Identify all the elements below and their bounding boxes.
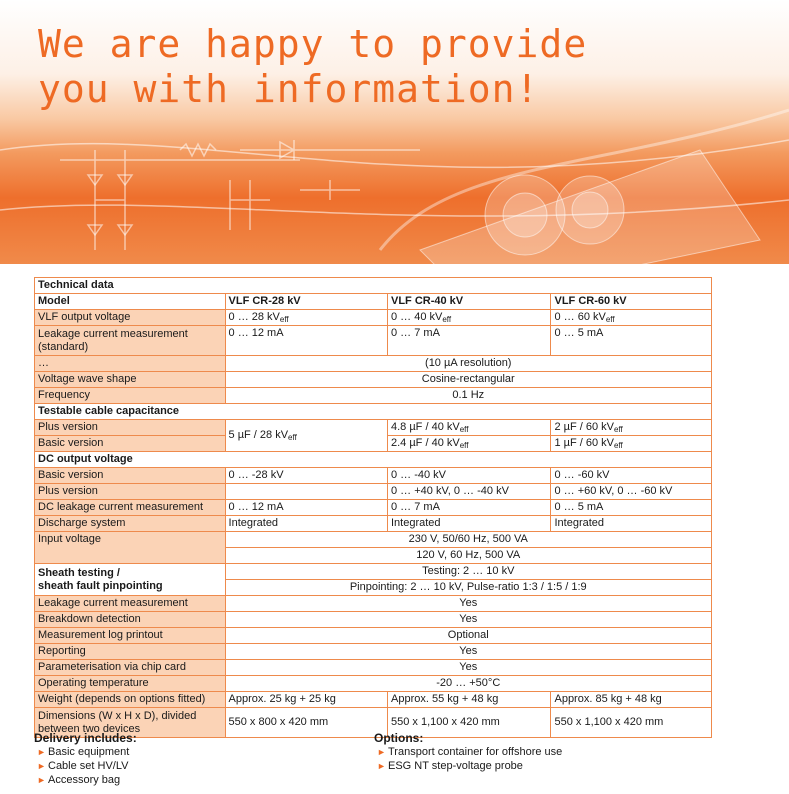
cell: Integrated <box>551 516 712 532</box>
cell: Approx. 85 kg + 48 kg <box>551 692 712 708</box>
arrow-right-icon: ► <box>37 775 46 785</box>
list-item: ► Transport container for offshore use <box>377 746 563 758</box>
cell: 0 … 28 $kV_{eff}$ <box>225 310 387 326</box>
list-item: ► Cable set HV/LV <box>37 760 129 772</box>
table-row <box>35 468 712 484</box>
arrow-right-icon: ► <box>377 747 386 757</box>
table-row <box>35 356 712 372</box>
table-row <box>35 484 712 500</box>
cell: Approx. 25 kg + 25 kg <box>225 692 387 708</box>
table-row <box>35 326 712 356</box>
row-label: Basic version <box>35 436 226 452</box>
headline-line-1: We are happy to provide <box>38 22 588 66</box>
delivery-title: Delivery includes: <box>34 731 137 745</box>
row-label: DC leakage current measurement <box>35 500 226 516</box>
cell: 0 … -60 kV <box>551 468 712 484</box>
cell: (10 µA resolution) <box>225 356 711 372</box>
row-label: Measurement log printout <box>35 628 226 644</box>
table-row <box>35 532 712 548</box>
cell: 120 V, 60 Hz, 500 VA <box>225 548 711 564</box>
cell: Cosine-rectangular <box>225 372 711 388</box>
table-row <box>35 516 712 532</box>
row-label: Plus version <box>35 484 226 500</box>
list-item: ► ESG NT step-voltage probe <box>377 760 523 772</box>
cell: 550 x 800 x 420 mm <box>225 708 387 738</box>
table-row <box>35 372 712 388</box>
table-row <box>35 388 712 404</box>
table-row <box>35 310 712 326</box>
list-item: ► Basic equipment <box>37 746 130 758</box>
cell: 0 … 5 mA <box>551 326 712 356</box>
options-section <box>374 731 562 773</box>
row-label: VLF output voltage <box>35 310 226 326</box>
row-label: Reporting <box>35 644 226 660</box>
row-label: Operating temperature <box>35 676 226 692</box>
list-item: ► Accessory bag <box>37 774 121 786</box>
delivery-section <box>34 731 137 787</box>
arrow-right-icon: ► <box>377 761 386 771</box>
table-row <box>35 564 712 580</box>
cell: Approx. 55 kg + 48 kg <box>388 692 551 708</box>
cell: Yes <box>225 644 711 660</box>
cell: 550 x 1,100 x 420 mm <box>551 708 712 738</box>
cell: 0.1 Hz <box>225 388 711 404</box>
cell: 2.4 µF / 40 $kV_{eff}$ <box>388 436 551 452</box>
table-title: Technical data <box>35 278 712 294</box>
headline <box>38 22 587 112</box>
row-label: Weight (depends on options fitted) <box>35 692 226 708</box>
cell: 0 … 5 mA <box>551 500 712 516</box>
row-label: Parameterisation via chip card <box>35 660 226 676</box>
cell: 5 µF / 28 $kV_{eff}$ <box>225 420 387 452</box>
cell: Yes <box>225 596 711 612</box>
cell: -20 … +50°C <box>225 676 711 692</box>
row-label: Input voltage <box>35 532 226 564</box>
cell: Optional <box>225 628 711 644</box>
row-label: Discharge system <box>35 516 226 532</box>
row-label: Leakage current measurement <box>35 596 226 612</box>
section-title: Testable cable capacitance <box>35 404 712 420</box>
row-label: Voltage wave shape <box>35 372 226 388</box>
options-title: Options: <box>374 731 424 745</box>
technical-data-table <box>34 277 712 738</box>
table-row <box>35 420 712 436</box>
header-model-label: Model <box>35 294 226 310</box>
cell: 550 x 1,100 x 420 mm <box>388 708 551 738</box>
section-title: DC output voltage <box>35 452 712 468</box>
cell: 230 V, 50/60 Hz, 500 VA <box>225 532 711 548</box>
cell: 1 µF / 60 $kV_{eff}$ <box>551 436 712 452</box>
cell: 0 … 7 mA <box>388 326 551 356</box>
cell: 2 µF / 60 $kV_{eff}$ <box>551 420 712 436</box>
cell: Testing: 2 … 10 kV <box>225 564 711 580</box>
row-label: Leakage current measurement (standard) <box>35 326 226 356</box>
cell: Integrated <box>225 516 387 532</box>
row-label: Plus version <box>35 420 226 436</box>
arrow-right-icon: ► <box>37 747 46 757</box>
cell: 0 … 40 $kV_{eff}$ <box>388 310 551 326</box>
options-list <box>374 745 562 773</box>
table-row <box>35 676 712 692</box>
headline-line-2: you with information! <box>38 67 540 111</box>
row-label: Breakdown detection <box>35 612 226 628</box>
cell: Integrated <box>388 516 551 532</box>
table-row <box>35 500 712 516</box>
table-row <box>35 660 712 676</box>
cell: 0 … 12 mA <box>225 500 387 516</box>
cell: 0 … +60 kV, 0 … -60 kV <box>551 484 712 500</box>
table-row <box>35 692 712 708</box>
delivery-list <box>34 745 137 787</box>
row-label: Sheath testing / sheath fault pinpointing <box>35 564 226 596</box>
table-row <box>35 644 712 660</box>
row-label: Frequency <box>35 388 226 404</box>
table-row <box>35 612 712 628</box>
header-model-40: VLF CR-40 kV <box>388 294 551 310</box>
cell <box>225 484 387 500</box>
cell: 4.8 µF / 40 $kV_{eff}$ <box>388 420 551 436</box>
header-model-60: VLF CR-60 kV <box>551 294 712 310</box>
header-banner <box>0 0 789 264</box>
cell: 0 … -40 kV <box>388 468 551 484</box>
cell: Yes <box>225 660 711 676</box>
table-row <box>35 628 712 644</box>
cell: 0 … -28 kV <box>225 468 387 484</box>
arrow-right-icon: ► <box>37 761 46 771</box>
cell: Pinpointing: 2 … 10 kV, Pulse-ratio 1:3 / 1:5 / 1:9 <box>225 580 711 596</box>
header-model-28: VLF CR-28 kV <box>225 294 387 310</box>
row-label: Dimensions (W x H x D), divided between two devices <box>35 708 226 738</box>
row-label: Basic version <box>35 468 226 484</box>
cell: Yes <box>225 612 711 628</box>
cell: 0 … 60 $kV_{eff}$ <box>551 310 712 326</box>
cell: 0 … 12 mA <box>225 326 387 356</box>
cell: 0 … +40 kV, 0 … -40 kV <box>388 484 551 500</box>
table-row <box>35 596 712 612</box>
cell: 0 … 7 mA <box>388 500 551 516</box>
row-label: … <box>35 356 226 372</box>
